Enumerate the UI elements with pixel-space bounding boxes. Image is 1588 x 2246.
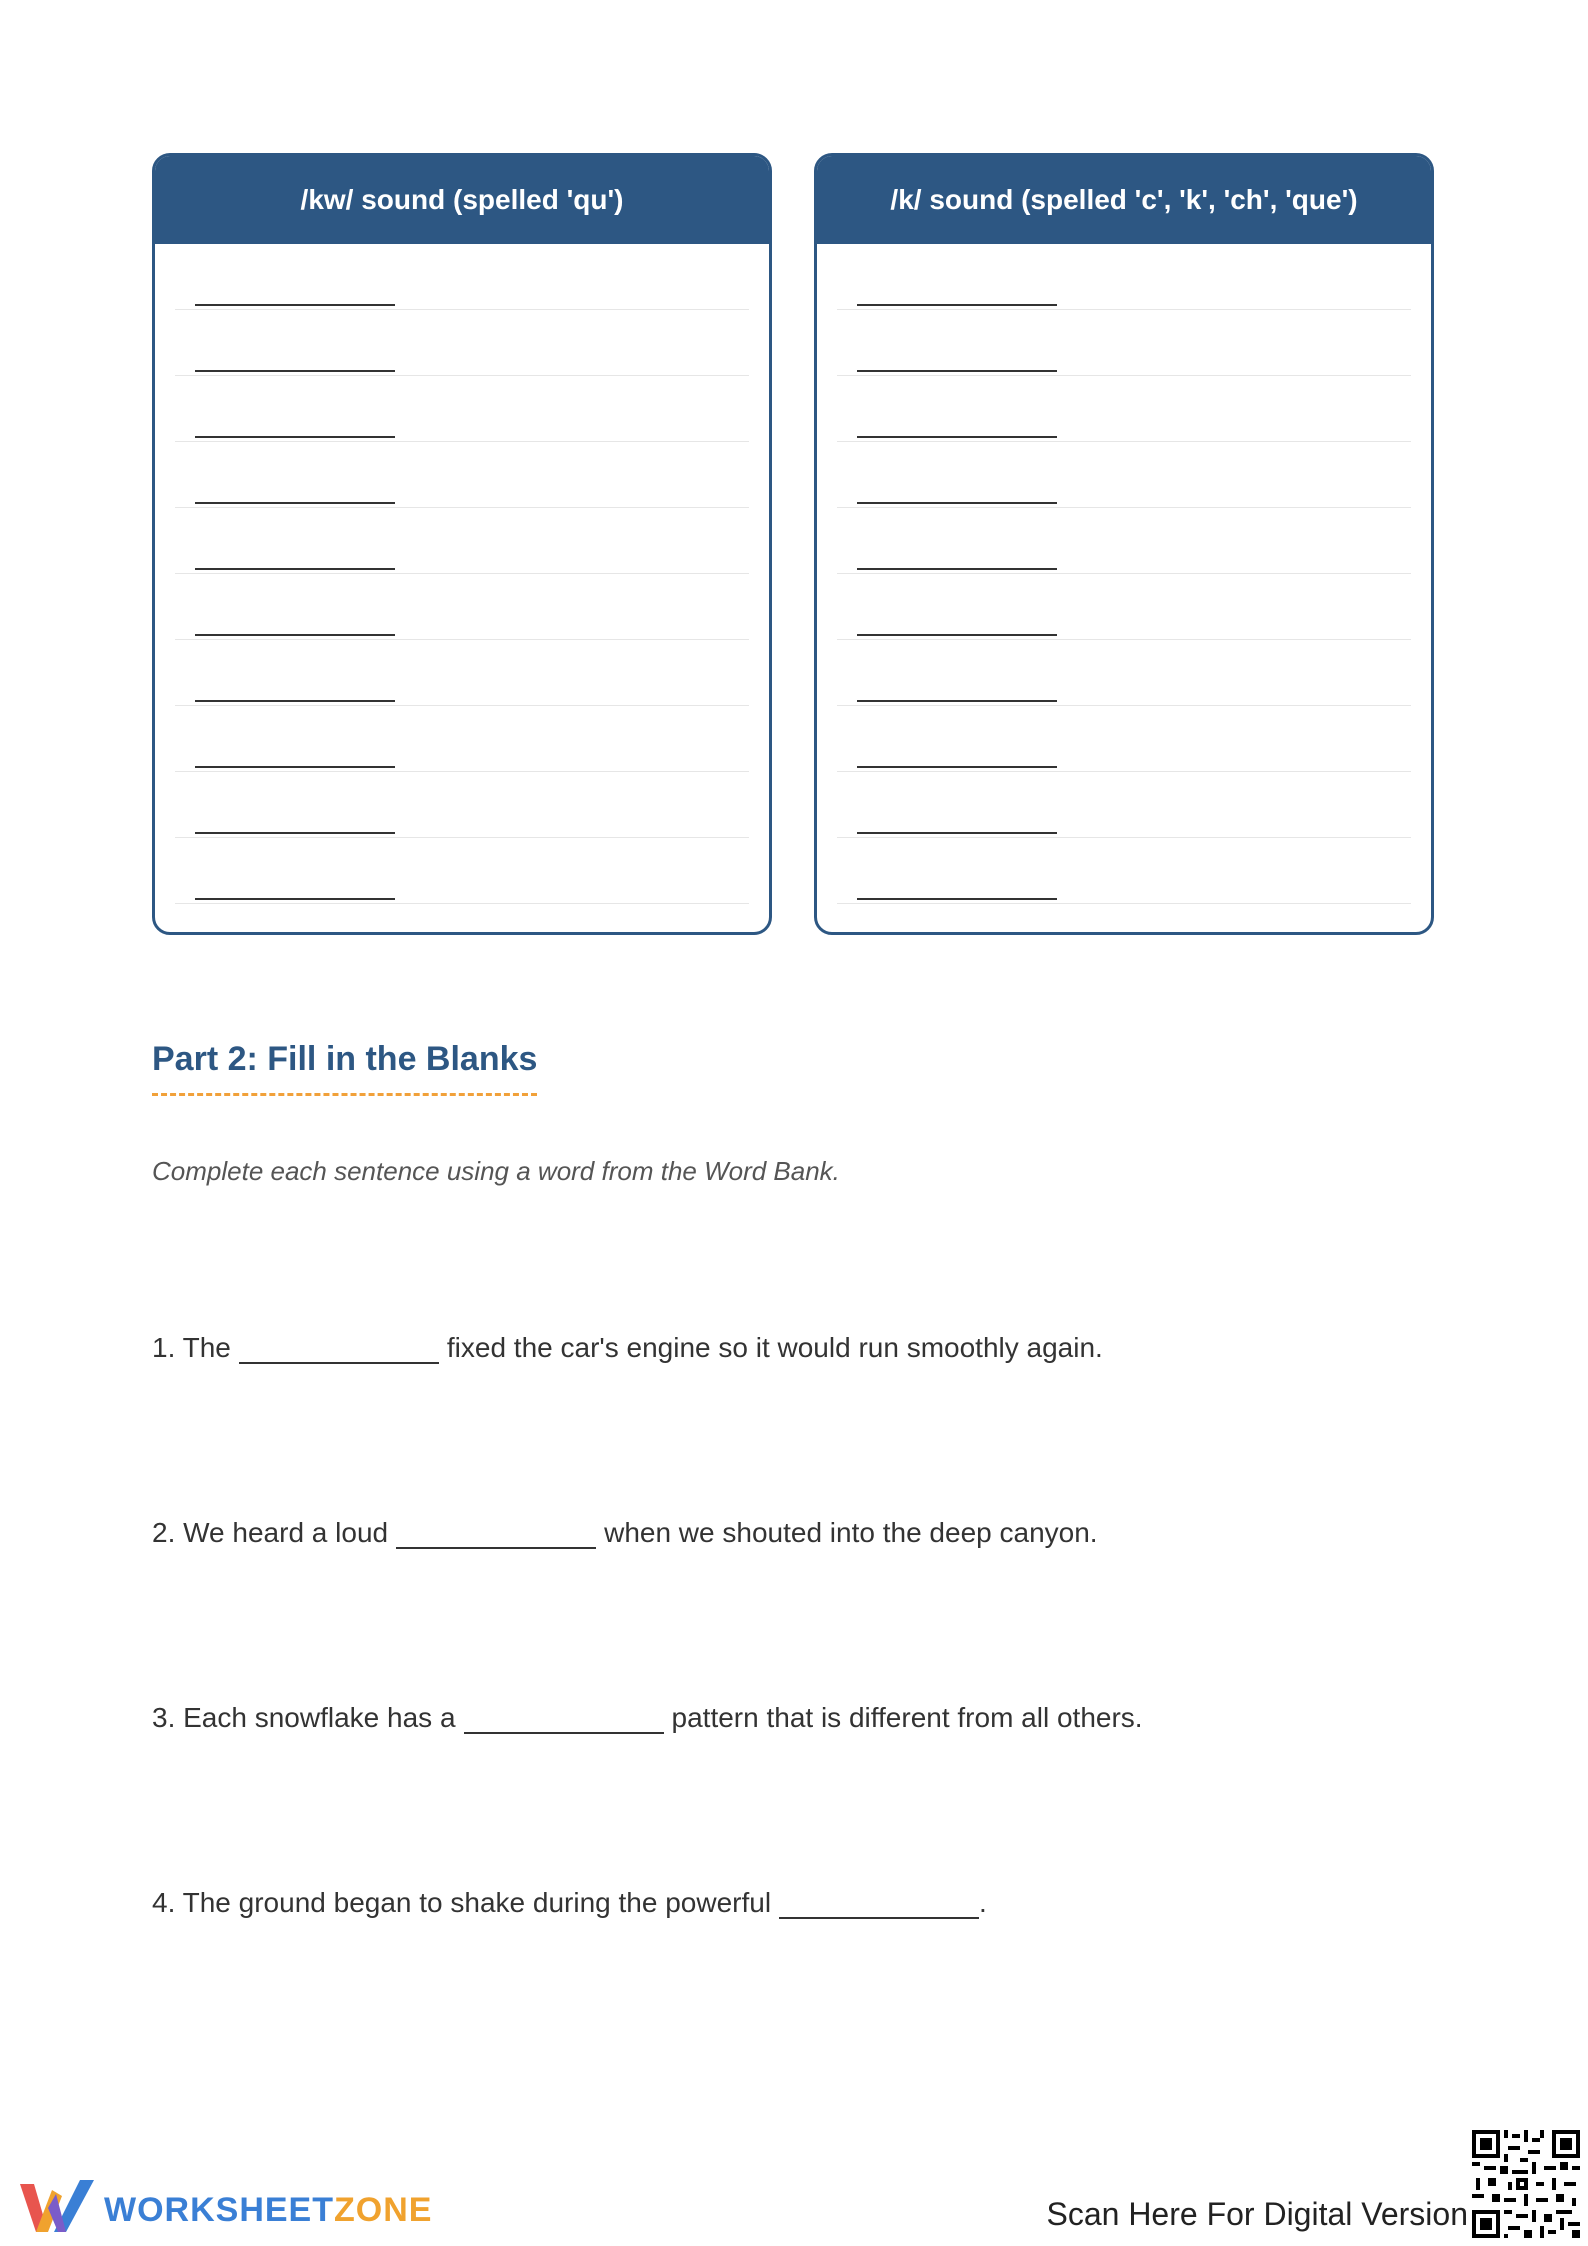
sentence-3 [152, 1694, 1143, 1734]
sort-column-k [814, 153, 1434, 935]
answer-blank[interactable] [195, 898, 395, 900]
sort-column-header: /kw/ sound (spelled 'qu') [155, 156, 769, 244]
sentence-text-before: 3. Each snowflake has a [152, 1702, 456, 1733]
sort-rows [817, 244, 1431, 904]
answer-blank[interactable] [857, 766, 1057, 768]
answer-blank[interactable] [195, 700, 395, 702]
sort-row [175, 640, 749, 706]
answer-blank[interactable] [857, 898, 1057, 900]
sort-row [837, 706, 1411, 772]
answer-blank[interactable] [195, 304, 395, 306]
sort-row [837, 772, 1411, 838]
answer-blank[interactable] [195, 502, 395, 504]
brand-name-part-1: WORKSHEET [104, 2191, 334, 2229]
sort-row [837, 376, 1411, 442]
answer-blank[interactable] [195, 568, 395, 570]
sentence-4 [152, 1879, 987, 1919]
sentence-text-before: 4. The ground began to shake during the powerful [152, 1887, 772, 1918]
answer-blank[interactable] [857, 304, 1057, 306]
sort-row [175, 442, 749, 508]
answer-blank[interactable] [195, 370, 395, 372]
answer-blank[interactable] [857, 502, 1057, 504]
answer-blank[interactable] [857, 700, 1057, 702]
answer-blank[interactable] [195, 634, 395, 636]
sentence-text-after: . [979, 1887, 987, 1918]
sentence-2 [152, 1509, 1098, 1549]
qr-code-icon[interactable] [1472, 2130, 1580, 2238]
sentence-text-after: pattern that is different from all others. [671, 1702, 1143, 1733]
fill-blank[interactable] [239, 1324, 439, 1364]
sentence-1 [152, 1324, 1103, 1364]
sort-column-header: /k/ sound (spelled 'c', 'k', 'ch', 'que') [817, 156, 1431, 244]
sort-row [175, 574, 749, 640]
sort-row [837, 508, 1411, 574]
sort-row [175, 244, 749, 310]
fill-blank[interactable] [396, 1509, 596, 1549]
answer-blank[interactable] [857, 568, 1057, 570]
answer-blank[interactable] [195, 766, 395, 768]
brand-name-part-2: ZONE [334, 2191, 433, 2229]
sort-row [175, 838, 749, 904]
section-title: Part 2: Fill in the Blanks [152, 1040, 537, 1096]
sentence-text-before: 2. We heard a loud [152, 1517, 389, 1548]
sort-row [837, 442, 1411, 508]
answer-blank[interactable] [857, 634, 1057, 636]
scan-here-text: Scan Here For Digital Version [1046, 2196, 1468, 2232]
fill-blank[interactable] [464, 1694, 664, 1734]
sentence-text-after: when we shouted into the deep canyon. [604, 1517, 1098, 1548]
fill-blank[interactable] [779, 1879, 979, 1919]
sort-row [175, 706, 749, 772]
sort-row [837, 244, 1411, 310]
worksheetzone-logo-icon [18, 2178, 96, 2243]
answer-blank[interactable] [857, 370, 1057, 372]
instructions-text: Complete each sentence using a word from the Word Bank. [152, 1156, 840, 1186]
brand-name [104, 2191, 432, 2230]
sort-row [837, 310, 1411, 376]
sort-row [175, 772, 749, 838]
sentence-text-after: fixed the car's engine so it would run smoothly again. [446, 1332, 1103, 1363]
answer-blank[interactable] [195, 436, 395, 438]
answer-blank[interactable] [195, 832, 395, 834]
sort-row [175, 376, 749, 442]
answer-blank[interactable] [857, 832, 1057, 834]
sort-column-kw [152, 153, 772, 935]
sort-row [837, 838, 1411, 904]
sort-row [837, 574, 1411, 640]
sort-row [175, 508, 749, 574]
sentence-text-before: 1. The [152, 1332, 231, 1363]
answer-blank[interactable] [857, 436, 1057, 438]
sort-row [175, 310, 749, 376]
sort-row [837, 640, 1411, 706]
sort-rows [155, 244, 769, 904]
brand-logo[interactable] [18, 2178, 432, 2243]
